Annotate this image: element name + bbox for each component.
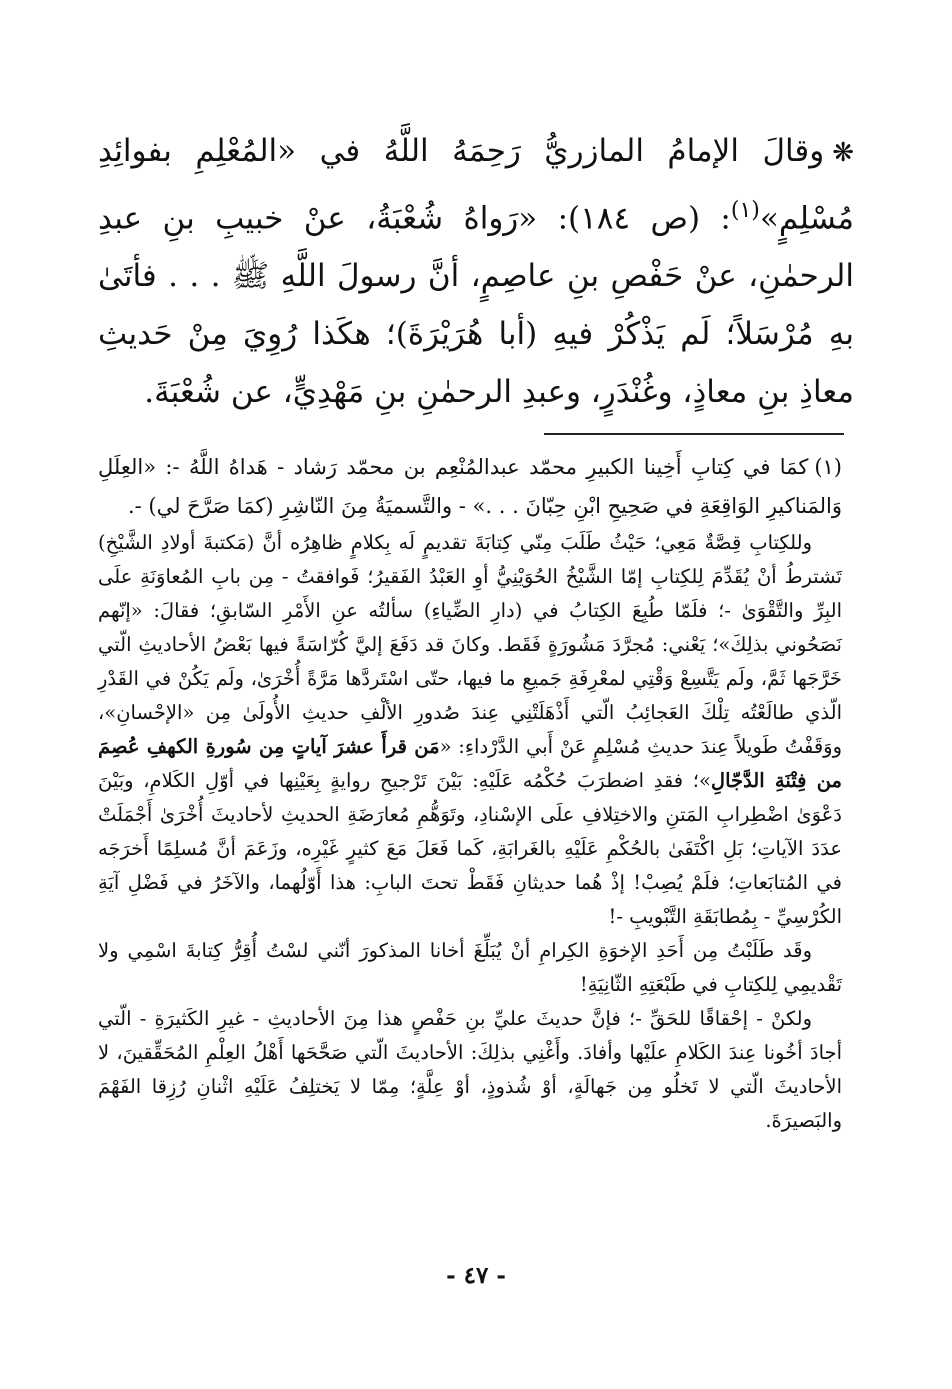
main-text-start: وقالَ الإمامُ المازريُّ رَحِمَهُ اللَّهُ في «المُعْلِمِ بفوائِدِ مُسْلِمٍ»	[98, 133, 854, 237]
footnote-paragraph-3: وقَد طَلَبْتُ مِن أَحَدِ الإخوَةِ الكِرامِ أنْ يُبَلِّغَ أخانا المذكورَ أنّني لسْتُ أُقِرُّ كِتابةَ اسْمِي ولا تَقْديمِي لِلكِتابِ في طَبْعَتِهِ الثّانِيَةِ!	[98, 939, 842, 996]
footnotes	[98, 448, 842, 1138]
footnote-1-number: (١)	[814, 455, 842, 479]
footnote-paragraph-2	[98, 526, 842, 934]
footnote-p2-part-a: وللكِتابِ قِصَّةٌ مَعِي؛ حَيْثُ طَلَبَ مِنّي كِتابَةَ تقديمٍ لَه بِكلامٍ ظاهِرُه أنَّ (مَكتبةَ أولادِ الشَّيْخِ) تَشترطُ أنْ يُقَدِّمَ لِلكِتابِ إمّا الشَّيْخُ الحُوَيْنِيُّ أوِ العَبْدُ الفَقيرُ؛ فَوافقتُ - مِن بابِ المُعاوَنَةِ علَى البِرِّ والتَّقْوَىٰ -؛ فلَمّا طُبِعَ الكِتابُ في (دارِ الضِّياءِ) سألتُه عنِ الأَمْرِ السّابقِ؛ فقالَ: «إنّهم نَصَحُوني بذلِكَ»؛ يَعْني: مُجرَّدَ مَشُورَةٍ فَقَط. وكانَ قد دَفَعَ إليَّ كُرّاسَةً فيها بَعْضُ الأحاديثِ الّتي خَرَّجَها ثَمَّ، ولَم يَتَّسِعْ وَقْتِي لمعْرِفَةِ جَميعِ ما فيها، حتّى اسْتَردَّها مَرَّةً أُخْرَىٰ، ولَم يَكُنْ في القَدْرِ الّذي طالَعْتُه تِلْكَ العَجائِبُ الّتي أَذْهَلَتْنِي عِندَ صُدورِ الألْفِ حديثِ الأُولَىٰ مِن «الإحْسانِ»، ووَقَفْتُ طَويلاً عِندَ حديثِ مُسْلِمٍ عَنْ أَبي الدَّرْداءِ: «	[98, 531, 843, 758]
main-text-rest: : (ص ١٨٤): «رَواهُ شُعْبَةُ، عنْ خبيبِ بنِ عبدِ الرحمٰنِ، عنْ حَفْصِ بنِ عاصِمٍ، أنَّ رسولَ اللَّهِ ﷺ . . . فأتَىٰ بهِ مُرْسَلاً؛ لَم يَذْكُرْ فيهِ (أبا هُرَيْرَةَ)؛ هكَذا رُوِيَ مِنْ حَديثِ معاذِ بنِ معاذٍ، وغُنْدَرٍ، وعبدِ الرحمٰنِ بنِ مَهْدِيٍّ، عن شُعْبَةَ.	[98, 200, 854, 411]
hadith-quote: مَن قرأَ عشرَ آياتٍ مِن سُورةِ الكهفِ عُصِمَ من فِتْنَةِ الدَّجّالِ	[98, 735, 842, 792]
main-paragraph	[98, 122, 854, 421]
footnote-reference: (١)	[730, 198, 760, 223]
page-number: - ٤٧ -	[446, 1262, 506, 1289]
footnote-1	[98, 448, 842, 526]
footnote-paragraph-4: ولكنْ - إحْقاقًا للحَقِّ -؛ فإنَّ حديثَ عليِّ بنِ حَفْصٍ هذا مِنَ الأحاديثِ - غيرِ الكَثيرَةِ - الّتي أجادَ أخُونا عِندَ الكَلامِ علَيْها وأفادَ. وأَغْنِي بذلِكَ: الأحاديثَ الّتي صَحَّحَها أَهْلُ العِلْمِ المُحَقِّقينَ، لا الأحاديثَ الّتي لا تَخلُو مِن جَهالَةٍ، أوْ شُذوذٍ، أوْ عِلَّةٍ؛ مِمّا لا يَختلِفُ عَلَيْهِ اثْنانِ رُزِقا الفَهْمَ والبَصيرَةَ.	[98, 1007, 842, 1132]
footnote-separator	[544, 433, 844, 435]
footnote-1-text: كمَا في كِتابِ أَخِينا الكبيرِ محمّد عبدالمُنْعِم بن محمّد رَشاد - هَداهُ اللَّهُ -: «العِلَلِ وَالمَناكيرِ الوَاقِعَةِ في صَحِيحِ ابْنِ حِبّانَ . . .» - والتَّسميَةُ مِنَ النّاشِرِ (كمَا صَرَّحَ لي) -.	[98, 455, 842, 518]
main-text	[98, 122, 854, 421]
footnote-p2-part-b: »؛ فقدِ اضطرَبَ حُكْمُه عَلَيْهِ: بَيْنَ تَرْجيحِ روايةٍ بِعَيْنِها في أوّلِ الكَلامِ، وبَيْنَ دَعْوَىٰ اضْطِرابِ المَتنِ والاختِلافِ علَى الإسْنادِ، وتَوَهُّمِ مُعارَضَةِ الحديثِ لأحاديثَ أُخْرَىٰ أَجْمَلَتْ عدَدَ الآياتِ؛ بَلِ اكْتَفَىٰ بالحُكْمِ عَلَيْهِ بالغَرابَةِ، كَما فَعَلَ مَعَ كثيرٍ غَيْرِه، وزَعَمَ أنَّ مُسلِمًا أَخرَجَه في المُتابَعاتِ؛ فلَمْ يُصِبْ! إذْ هُما حديثانِ فَقَطْ تحتَ البابِ: هذا أَوّلُهما، والآخَرُ في فَضْلِ آيَةِ الكُرْسِيِّ - بِمُطابَقَةِ التَّبْويبِ -!	[98, 769, 842, 928]
asterism-icon: ❋	[832, 138, 854, 168]
